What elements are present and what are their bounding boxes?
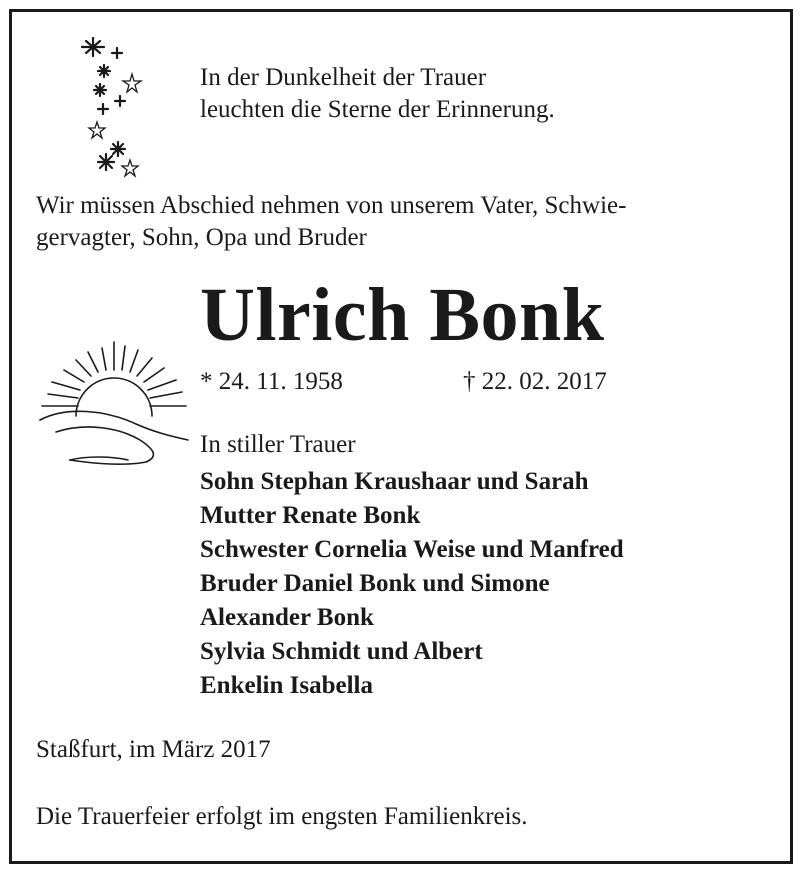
- mourner-name: Sohn Stephan Kraushaar und Sarah: [200, 468, 589, 495]
- sunset-icon: [36, 336, 192, 468]
- mourner-name: Alexander Bonk: [200, 604, 374, 631]
- intro-line-2: gervagter, Sohn, Opa und Bruder: [36, 224, 367, 251]
- birth-date: * 24. 11. 1958: [200, 368, 343, 395]
- death-date: † 22. 02. 2017: [463, 368, 607, 395]
- stars-icon: [70, 34, 150, 184]
- intro-line-1: Wir müssen Abschied nehmen von unserem Vater, Schwie-: [36, 192, 627, 219]
- place-date: Staßfurt, im März 2017: [36, 736, 271, 763]
- verse-line-2: leuchten die Sterne der Erinnerung.: [200, 96, 555, 123]
- mourner-name: Enkelin Isabella: [200, 672, 373, 699]
- funeral-note: Die Trauerfeier erfolgt im engsten Familienkreis.: [36, 803, 528, 830]
- verse-line-1: In der Dunkelheit der Trauer: [200, 64, 487, 91]
- deceased-name: Ulrich Bonk: [200, 273, 605, 357]
- mourner-name: Mutter Renate Bonk: [200, 502, 421, 529]
- mourner-name: Sylvia Schmidt und Albert: [200, 638, 483, 665]
- mourners-intro: In stiller Trauer: [200, 431, 356, 458]
- mourner-name: Schwester Cornelia Weise und Manfred: [200, 536, 624, 563]
- mourner-name: Bruder Daniel Bonk und Simone: [200, 570, 550, 597]
